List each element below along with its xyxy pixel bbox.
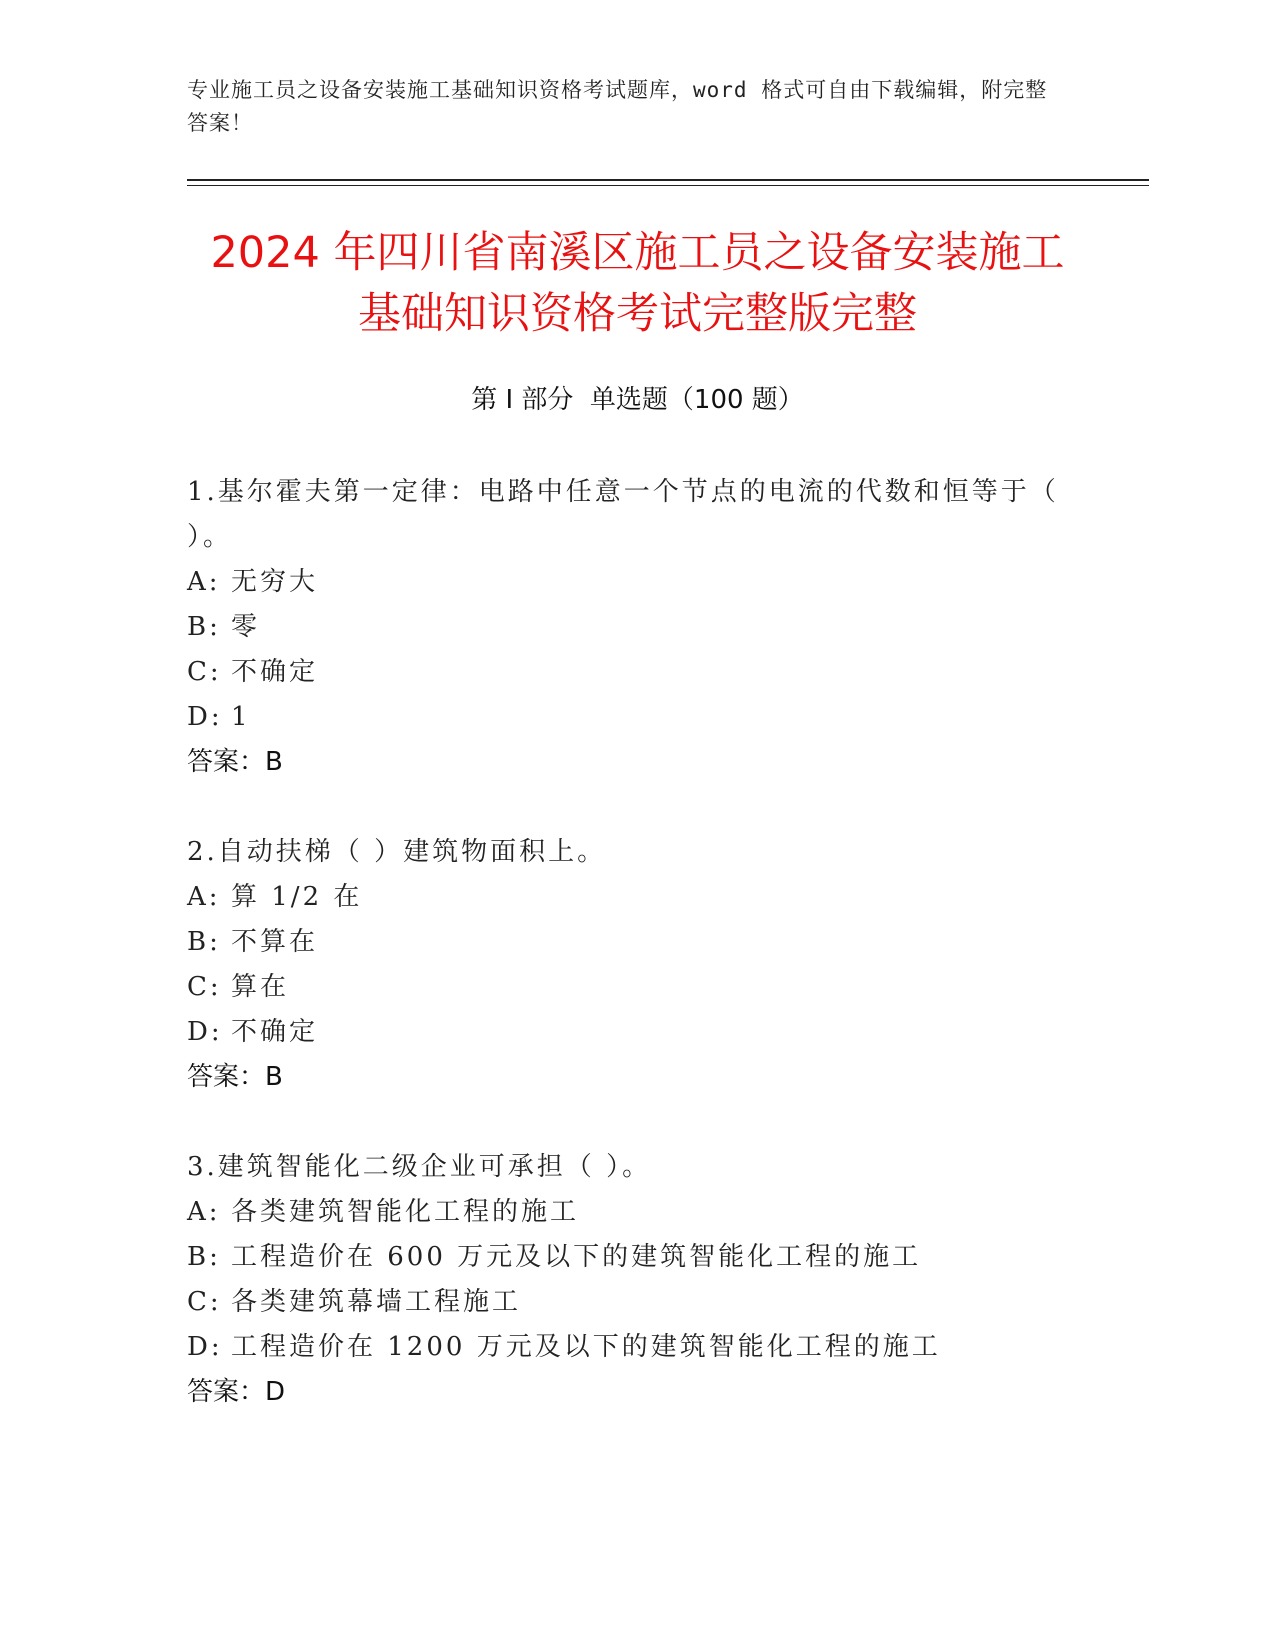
option-text: 工程造价在 600 万元及以下的建筑智能化工程的施工 xyxy=(231,1242,922,1272)
option-d xyxy=(187,1325,1087,1370)
option-text: 工程造价在 1200 万元及以下的建筑智能化工程的施工 xyxy=(231,1332,941,1362)
answer: 答案：B xyxy=(187,747,283,777)
option-b xyxy=(187,920,1087,965)
header-note: 专业施工员之设备安装施工基础知识资格考试题库，word 格式可自由下载编辑，附完整答案！ xyxy=(187,78,1048,135)
option-label: D: xyxy=(187,702,223,732)
option-text: 不算在 xyxy=(231,927,319,957)
question-stem: 3.建筑智能化二级企业可承担（ ）。 xyxy=(187,1152,652,1182)
option-d xyxy=(187,695,1087,740)
option-a xyxy=(187,1190,1087,1235)
question-stem: 2.自动扶梯（ ）建筑物面积上。 xyxy=(187,837,607,867)
option-text: 无穷大 xyxy=(231,567,319,597)
option-label: D: xyxy=(187,1017,223,1047)
option-a xyxy=(187,875,1087,920)
header-divider xyxy=(187,179,1149,181)
option-c xyxy=(187,1280,1087,1325)
header-divider-thin xyxy=(187,185,1149,186)
option-text: 不确定 xyxy=(231,657,319,687)
option-b xyxy=(187,1235,1087,1280)
question-list xyxy=(187,470,1087,1415)
option-label: B: xyxy=(187,1242,221,1272)
document-title xyxy=(140,223,1135,345)
question-stem: 1.基尔霍夫第一定律：电路中任意一个节点的电流的代数和恒等于（ ）。 xyxy=(187,477,1059,552)
option-label: A: xyxy=(187,882,221,912)
answer: 答案：D xyxy=(187,1377,286,1407)
option-label: A: xyxy=(187,1197,221,1227)
answer: 答案：B xyxy=(187,1062,283,1092)
option-label: B: xyxy=(187,612,221,642)
question-3 xyxy=(187,1145,1087,1415)
option-text: 1 xyxy=(231,702,251,732)
option-label: C: xyxy=(187,972,222,1002)
option-b xyxy=(187,605,1087,650)
option-d xyxy=(187,1010,1087,1055)
option-label: C: xyxy=(187,657,222,687)
title-line-1: 2024 年四川省南溪区施工员之设备安装施工 xyxy=(210,228,1065,278)
option-label: D: xyxy=(187,1332,223,1362)
option-text: 算 1/2 在 xyxy=(231,882,363,912)
question-1 xyxy=(187,470,1087,785)
option-text: 各类建筑幕墙工程施工 xyxy=(231,1287,522,1317)
option-c xyxy=(187,650,1087,695)
option-text: 各类建筑智能化工程的施工 xyxy=(231,1197,580,1227)
option-text: 算在 xyxy=(231,972,290,1002)
option-text: 零 xyxy=(231,612,261,642)
question-2 xyxy=(187,830,1087,1100)
option-text: 不确定 xyxy=(231,1017,319,1047)
option-label: B: xyxy=(187,927,221,957)
option-label: C: xyxy=(187,1287,222,1317)
option-a xyxy=(187,560,1087,605)
option-c xyxy=(187,965,1087,1010)
option-label: A: xyxy=(187,567,221,597)
title-line-2: 基础知识资格考试完整版完整 xyxy=(358,289,917,339)
section-title: 第 I 部分 单选题（100 题） xyxy=(471,385,804,415)
